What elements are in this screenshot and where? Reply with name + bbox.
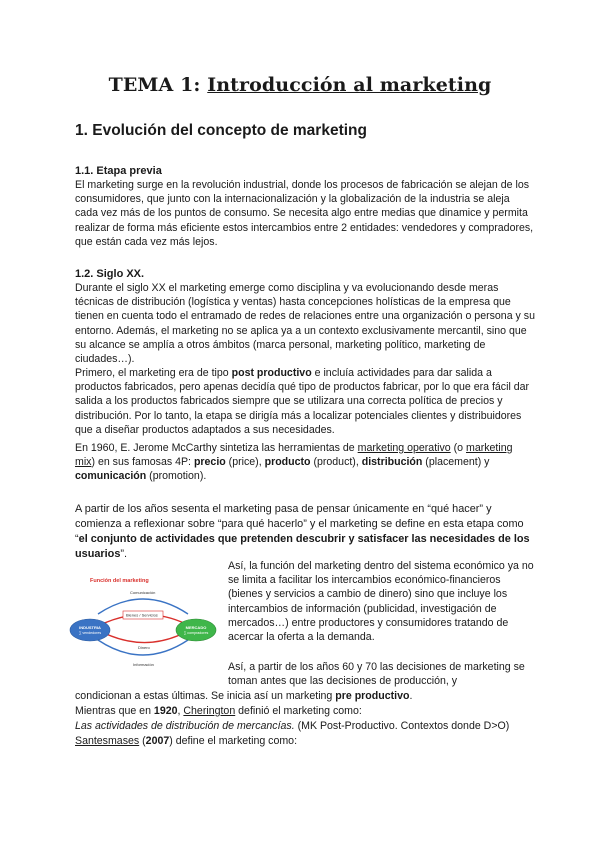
diagram-title: Función del marketing bbox=[90, 578, 149, 584]
paragraph-siglo-xx-intro: Durante el siglo XX el marketing emerge como disciplina y va evolucionando desde meras técnicas de distribución (logística y ventas) hasta concepciones holísticas de la empresa que tienen en cuenta todo el entramado de redes de relaciones entre una organización o persona y su entorno. Además, el marketing no se aplica ya a un contexto exclusivamente mercantil, sino que su alcance se amplía a otros ámbitos (marca personal, marketing político, marketing de ciudades…). bbox=[75, 282, 535, 366]
label-dinero: Dinero bbox=[138, 645, 150, 650]
paragraph-post-productivo: Primero, el marketing era de tipo post productivo e incluía actividades para dar salida a productos fabricados, pero apenas decidía qué tipo de productos fabricar, por lo que era fácil dar salida a los productos fabricados siempre que se utilizara una correcta política de precios y distribución. Por lo tanto, la etapa se dirigía más a localizar potenciales clientes y distribuidores que a diseñar productos adaptados a sus necesidades. bbox=[75, 367, 530, 436]
title-main: Introducción al marketing bbox=[207, 74, 492, 96]
paragraph-definicion-1920: Las actividades de distribución de mercancías. (MK Post-Productivo. Contextos donde D>O) bbox=[75, 720, 510, 732]
label-comunicacion: Comunicación bbox=[130, 590, 156, 595]
node-industria bbox=[70, 619, 110, 641]
title-prefix: TEMA 1: bbox=[108, 74, 208, 96]
section-heading: 1. Evolución del concepto de marketing bbox=[75, 122, 367, 139]
label-compradores: ∑ compradores bbox=[183, 631, 209, 635]
label-bienes: Bienes / Servicios bbox=[126, 612, 158, 618]
paragraph-pre-productivo-b: condicionan a estas últimas. Se inicia así un marketing pre productivo. bbox=[75, 690, 413, 702]
paragraph-pre-productivo-a: Así, a partir de los años 60 y 70 las decisiones de marketing se toman antes que las decisiones de producción, y bbox=[228, 661, 525, 688]
arc-dinero bbox=[98, 630, 186, 643]
paragraph-etapa-previa: El marketing surge en la revolución industrial, donde los procesos de fabricación se alejan de los consumidores, que junto con la internacionalización y la globalización de la industria se aleja cada vez más de los puntos de consumo. Se necesita algo entre medias que dinamice y permita realizar de forma más eficiente estos intercambios entre 2 entidades: vendedores y compradores, que están cada vez más lejos. bbox=[75, 179, 534, 248]
label-industria: INDUSTRIA bbox=[79, 625, 101, 630]
marketing-function-diagram bbox=[68, 574, 218, 674]
paragraph-cherington: Mientras que en 1920, Cherington definió el marketing como: bbox=[75, 705, 362, 717]
page-title bbox=[0, 74, 600, 96]
paragraph-4p: En 1960, E. Jerome McCarthy sintetiza las herramientas de marketing operativo (o marketing mix) en sus famosas 4P: precio (price), producto (product), distribución (placement) y comunicación (promotion). bbox=[75, 442, 513, 483]
paragraph-funcion-marketing: Así, la función del marketing dentro del sistema económico ya no se limita a facilitar los intercambios económico-financieros (bienes y servicios a cambio de dinero) sino que incluye los intercambios de información (publicidad, investigación de mercados…) entre productores y consumidores tratando de acercar la oferta a la demanda. bbox=[228, 560, 534, 644]
node-mercado bbox=[176, 619, 216, 641]
paragraph-santesmases: Santesmases (2007) define el marketing como: bbox=[75, 735, 298, 747]
subsection-heading-siglo-xx: 1.2. Siglo XX. bbox=[75, 268, 145, 280]
paragraph-definicion: A partir de los años sesenta el marketing pasa de pensar únicamente en “qué hacer” y comienza a reflexionar sobre “para qué hacerlo” y el marketing se define en esta etapa como “el conjunto de actividades que pretenden descubrir y satisfacer las necesidades de los usuarios”. bbox=[75, 503, 530, 560]
label-vendedores: ∑ vendedores bbox=[78, 631, 102, 635]
label-mercado: MERCADO bbox=[185, 625, 207, 630]
subsection-heading-etapa-previa: 1.1. Etapa previa bbox=[75, 165, 162, 177]
label-informacion: Información bbox=[133, 662, 154, 667]
